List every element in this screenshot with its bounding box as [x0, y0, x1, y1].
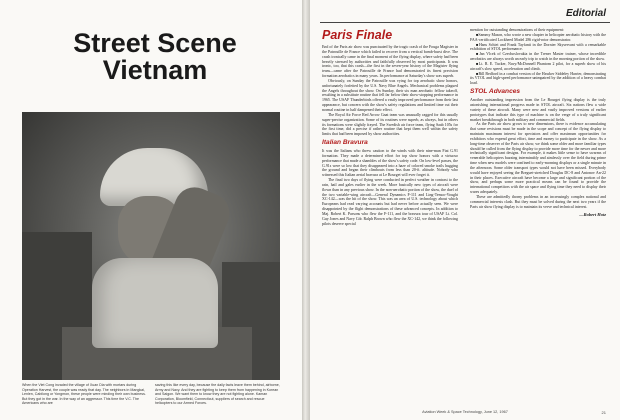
paragraph: mention for outstanding demonstrations of their equipment:	[470, 27, 565, 32]
paragraph: As the Paris air show grows to new dimensions, there is evidence accumulating that some revisions must be made in the scope and concept of the flying display to maintain maximum interest for spectators and offer maximum opportunities for exhibitors who expend great effort, time and money to participate in the show. As a long-time observer of the Paris air show, we think some older and more familiar types should be culled from the flying display to provide more time for the newer and more technically significant designs. For example, it makes little sense to have swarms of venerable helicopters buzzing interminably and aimlessly over the field during prime time when new models were confined to early-morning displays or a single minute in the afternoon. Some older transport types would not have been missed. Everybody would have enjoyed seeing the Breguet-stretched Douglas DC-8 and Antonov An-22 in their places. Executive aircraft have become a large and significant portion of the show, and perhaps some more practical means can be found to provide the international competitors with the air space and flying time they need to display their wares adequately.	[470, 121, 606, 195]
photo-shirt	[92, 258, 218, 348]
editorial-column-2	[470, 28, 606, 217]
column-1-italian-body	[322, 149, 458, 227]
paragraph: Obviously, on Sunday the Patrouille was vying for top aerobatic show honors, unfortunately forfeited by the U.S. Navy Blue Angels. Mechanical problems plagued the Angels throughout the show. On Sunday, their six man aerobatic fellow takeoff, resulting in a substitute routine that fell far below their show-stopping performance in 1965. The USAF Thunderbirds offered a vastly improved performance from their last appearance, but concern with the show's safety regulations and limited time cut their normal routine in half dampened their effect.	[322, 77, 458, 112]
paragraph: ■Jan Vlcek of Czechoslovakia in the Trener Master trainer, whose incredible aerobatics are always worth an early trip to watch in the morning portion of the show.	[470, 51, 606, 62]
editorial-column-1	[322, 28, 458, 227]
paragraph: Another outstanding impression from the Le Bourget flying display is the truly astonishing international progress made in STOL aircraft. Six nations flew a wide variety of these aircraft. Many were new and vastly improved versions of earlier prototypes that indicate this type of machine is on the verge of a truly significant market breakthrough in both military and commercial fields.	[470, 97, 606, 122]
subhead-italian-bravura: Italian Bravura	[322, 139, 368, 147]
ad-photo	[22, 112, 280, 380]
paragraph: These are admittedly thorny problems in an increasingly complex national and commercial interests clash. But they must be solved during the next two years if the Paris air show flying display is to maintain its verve and technical interest.	[470, 194, 606, 209]
ad-caption-right: saving this like every day, because the daily facts leave them behind, airborne, Army and Navy. And they are fighting to keep them from happening in Korean and Saigon. We want them to know they are not fighting alone. Kaman Corporation, Bloomfield, Connecticut, suppliers of search and rescue helicopters to our Armed Forces.	[155, 383, 280, 406]
column-1-body	[322, 45, 458, 137]
ad-caption	[22, 383, 280, 406]
paragraph: ■Sammy Mason, who wrote a new chapter in helicopter aerobatic history with the FAA-certificated Lockheed Model 286 rigid-rotor demonstrator.	[470, 31, 606, 42]
page-footer: Aviation Week & Space Technology, June 12, 1967	[422, 410, 508, 414]
ad-title: Street Scene Vietnam	[73, 28, 237, 85]
byline: —Robert Hotz	[579, 211, 606, 217]
paragraph: ■Bill Bedford in a combat version of the Hawker Siddeley Harrier, demonstrating its VTOL and high-speed performance unimpaired by the addition of a heavy combat load.	[470, 70, 606, 86]
paragraph: End of the Paris air show was punctuated by the tragic crash of the Fouga Magister in the Patrouille de France which failed to recover from a vertical bomb-burst dive. The crash ironically came in the final moment of the flying display, where safety had been heavily stressed by authorities and faithfully observed by most participants. It was ironic, too, that this crash—the first in the seven-year history of the Magister flying team—came after the Patrouille de France had demonstrated its finest precision formation aerobatics in many years. Its performance at Saturday's show was superb.	[322, 44, 458, 79]
paragraph: The final two days of flying were conducted in perfect weather in contrast to the rain, hail and gales earlier in the week. More basically new types of aircraft were flown than in any previous show. In the non-aerobatic portion of the show, the duel of the two variable-wing aircraft—General Dynamics F-111 and Ling-Temco-Vought XC-142—was the hit of the show. This was an area of U.S. technology about which Europeans had read varying accounts but had never before actually seen. We were disappointed by the flight demonstrations of these advanced concepts. In addition to Maj. Robert K. Parsons who flew the F-111, and the bravura tour of USAF Lt. Col. Guy Jones and Navy Cdr. Ralph Brown who flew the XC-142, we think the following pilots deserve special	[322, 177, 458, 226]
page-gutter	[302, 0, 310, 420]
paragraph: The Royal Air Force Red Arrow Gnat team was unusually ragged for this usually super-precise organization. Some of its routines were superb, as always, but in others its formations were slightly frayed. The Swedish air force team, flying Saab 105s for the first time, did a precise if rather routine that kept them well within the safety limits that had been imposed by show authorities.	[322, 111, 458, 137]
column-2-stol-body	[470, 98, 606, 209]
ad-caption-left: When the Viet Cong invaded the village of Xuan Dia with mortars during Operation Harvest, the couple was ready that day. The neighbors in Mangkai, Lenlen, Cabilong or Yongmon, these people were minding their own business. But they got in the war. In the way of an aggressor. This time the V.C. The Americans who are	[22, 383, 146, 406]
paragraph: ■Hans Schiei and Frank Tayfanti in the Dornier Skyservant with a remarkable exhibition of STOL performance.	[470, 41, 606, 52]
subhead-stol-advances: STOL Advances	[470, 88, 521, 96]
paragraph: It was the Italians who threw caution to the winds with their nine-man Fiat G.91 formation. They made a determined effort for top show honors with a virtuoso performance that made a shambles of the show's safety code. On low-level passes, the G.91s were so low that they disappeared into a haze of colored smoke trails hugging the ground and began their climbouts from less than 20-ft. altitude. Nobody who witnessed this Italian aerial bravura at Le Bourget will ever forget it.	[322, 148, 458, 178]
section-rule	[320, 22, 610, 23]
page-number: 21	[601, 410, 606, 415]
right-page-editorial	[310, 0, 620, 420]
editorial-headline: Paris Finale	[322, 28, 393, 42]
left-page-advertisement	[0, 0, 302, 420]
paragraph: ■Lt. R. E. Tucker, Navy/McDonnell Phantom 2 pilot, for a superb show of his aircraft's slow speed, acceleration and climb.	[470, 60, 606, 71]
section-label: Editorial	[565, 8, 606, 19]
column-2-body	[470, 28, 606, 86]
